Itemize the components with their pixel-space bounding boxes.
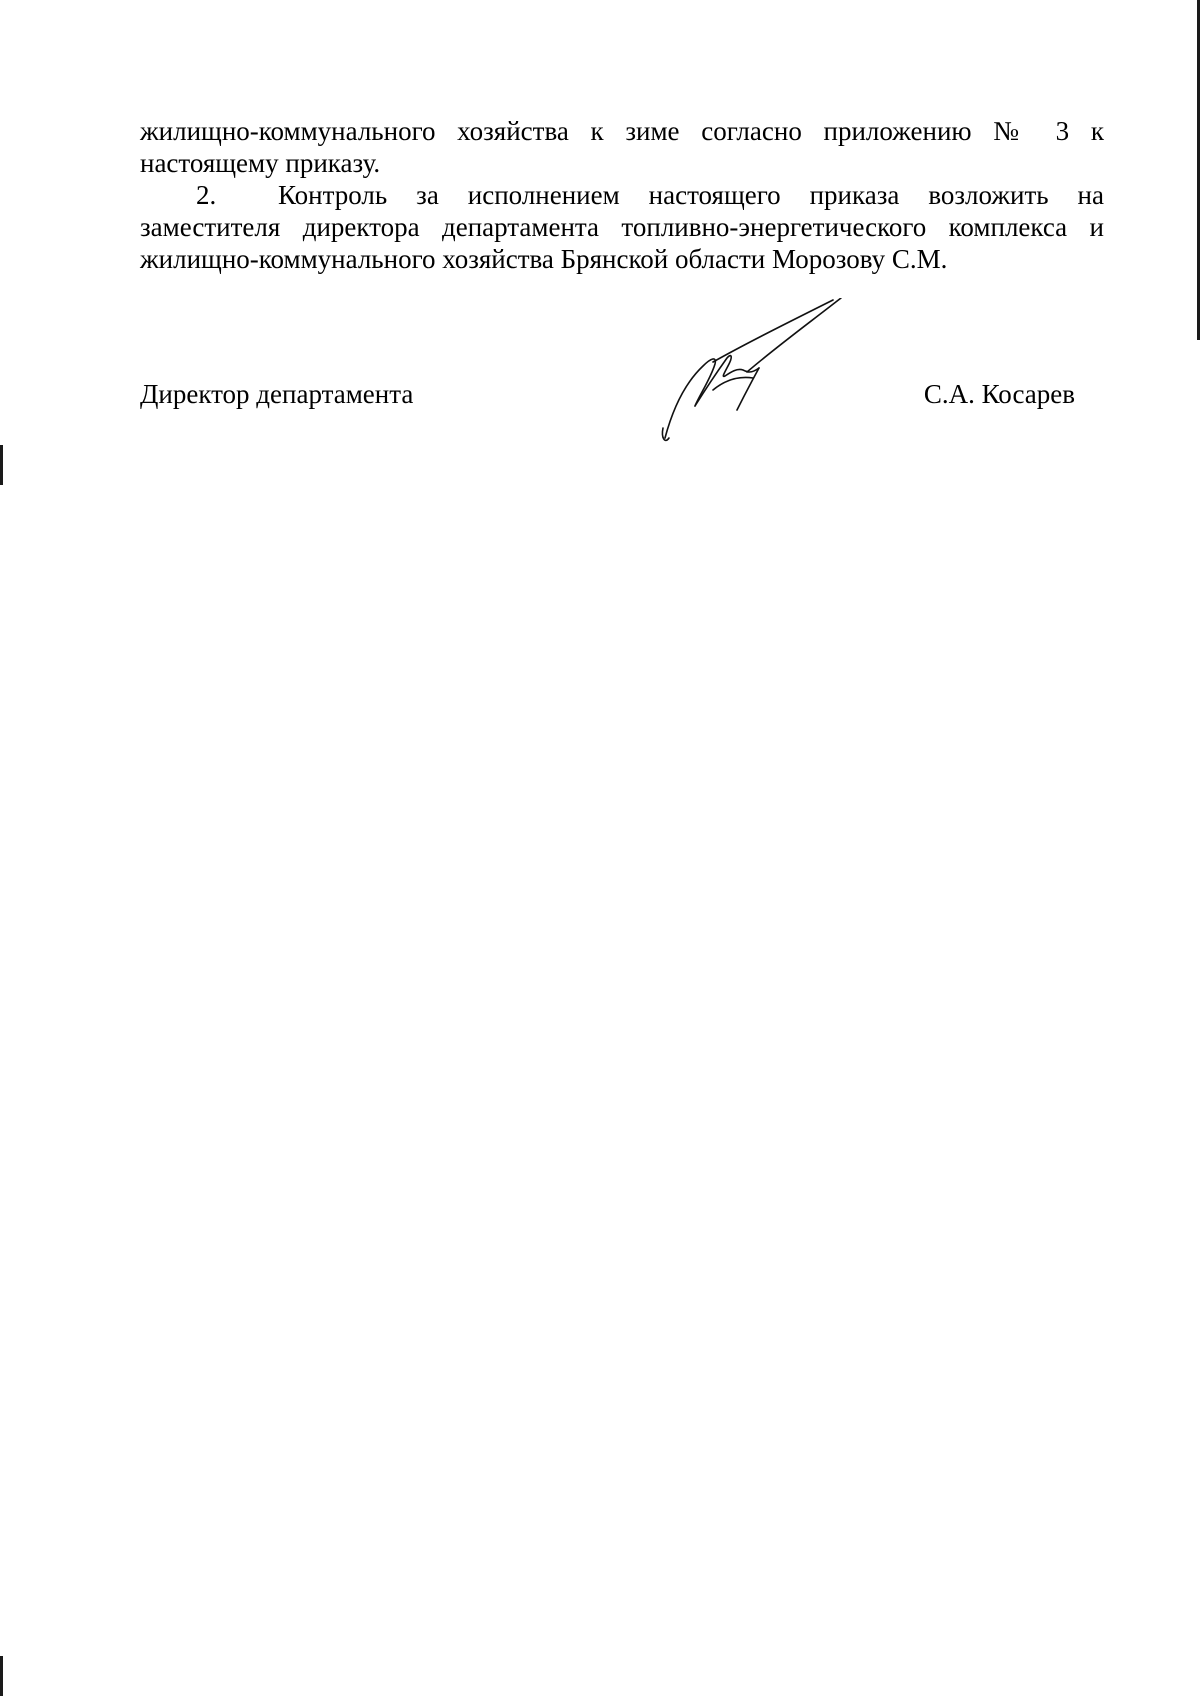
signatory-name: С.А. Косарев (923, 379, 1075, 409)
item-2-number: 2. (196, 180, 217, 210)
item-2 (140, 179, 1104, 275)
paragraph-1-line-1: жилищно-коммунального хозяйства к зиме согласно приложению № 3 к (140, 116, 1104, 146)
paragraph-1 (140, 115, 1104, 179)
signatory-position: Директор департамента (140, 379, 414, 409)
scan-edge-mark (0, 1656, 3, 1696)
scan-edge-mark (0, 445, 3, 485)
document-body (140, 115, 1104, 275)
item-2-first-line (140, 179, 1104, 211)
paragraph-1-line-2: настоящему приказу. (140, 148, 381, 178)
item-2-line-1: Контроль за исполнением настоящего приказа возложить на (278, 180, 1104, 210)
handwritten-signature (655, 298, 855, 448)
signature-block (140, 378, 1075, 418)
item-2-line-3: жилищно-коммунального хозяйства Брянской области Морозову С.М. (140, 244, 948, 274)
item-2-line-2: заместителя директора департамента топливно-энергетического комплекса и (140, 212, 1104, 242)
